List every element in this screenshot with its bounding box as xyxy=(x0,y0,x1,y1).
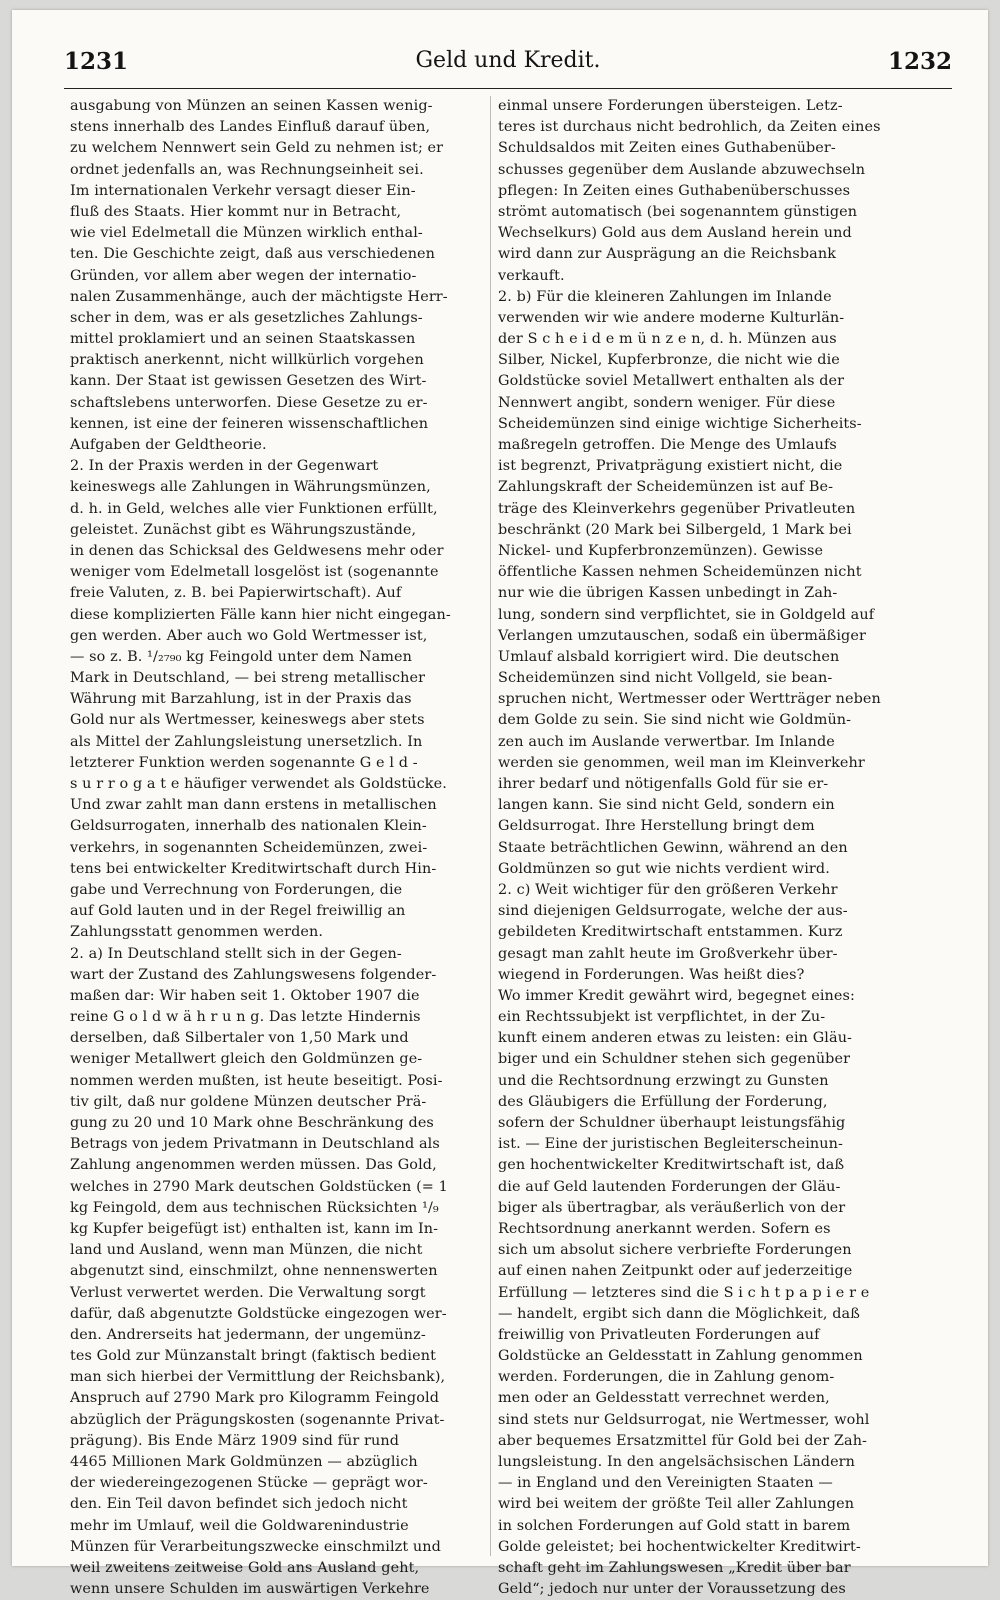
text-line: tiv gilt, daß nur goldene Münzen deutscher Prä- xyxy=(70,1093,427,1110)
text-line: tes Gold zur Münzanstalt bringt (faktisch bedient xyxy=(70,1348,436,1365)
text-line: öffentliche Kassen nehmen Scheidemünzen nicht xyxy=(498,564,862,581)
text-line: s u r r o g a t e häufiger verwendet als Goldstücke. xyxy=(70,776,447,792)
text-line: abgenutzt sind, einschmilzt, ohne nennenswerten xyxy=(70,1263,438,1280)
text-line: praktisch anerkennt, nicht willkürlich vorgehen xyxy=(70,352,424,369)
text-line: keineswegs alle Zahlungen in Währungsmünzen, xyxy=(70,479,431,496)
text-line: Gründen, vor allem aber wegen der internatio- xyxy=(70,267,417,284)
text-line: aber bequemes Ersatzmittel für Gold bei der Zah- xyxy=(498,1432,868,1449)
text-line: einmal unsere Forderungen übersteigen. Letz- xyxy=(498,98,843,114)
text-line: strömt automatisch (bei sogenanntem günstigen xyxy=(498,203,858,220)
text-line: Wechselkurs) Gold aus dem Ausland herein und xyxy=(498,225,852,242)
text-line: Golde geleistet; bei hochentwickelter Kreditwirt- xyxy=(498,1538,861,1555)
text-line: kann. Der Staat ist gewissen Gesetzen des Wirt- xyxy=(70,373,427,390)
text-line: Betrags von jedem Privatmann in Deutschland als xyxy=(70,1136,440,1153)
text-line: kennen, ist eine der feineren wissenschaftlichen xyxy=(70,415,429,432)
text-line: maßen dar: Wir haben seit 1. Oktober 1907 die xyxy=(70,987,420,1004)
text-line: kunft einem anderen etwas zu leisten: ein Gläu- xyxy=(498,1030,853,1047)
text-line: Schuldsaldos mit Zeiten eines Guthabenüber- xyxy=(498,140,836,157)
text-line: mittel proklamiert und an seinen Staatskassen xyxy=(70,331,416,348)
text-line: mehr im Umlauf, weil die Goldwarenindustrie xyxy=(70,1517,409,1534)
text-line: Zahlung angenommen werden müssen. Das Gold, xyxy=(70,1157,437,1174)
text-line: d. h. in Geld, welches alle vier Funktionen erfüllt, xyxy=(70,500,438,517)
text-line: weniger vom Edelmetall losgelöst ist (sogenannte xyxy=(70,564,439,581)
text-line: verkehrs, in sogenannten Scheidemünzen, zwei- xyxy=(70,839,428,856)
text-line: träge des Kleinverkehrs gegenüber Privatleuten xyxy=(498,500,856,517)
text-line: Nennwert angibt, sondern weniger. Für diese xyxy=(498,394,836,411)
text-line: nommen werden mußten, ist heute beseitigt. Posi- xyxy=(70,1072,443,1089)
text-line: prägung). Bis Ende März 1909 sind für rund xyxy=(70,1432,400,1449)
column-gutter xyxy=(490,96,491,1556)
text-line: dafür, daß abgenutzte Goldstücke eingezogen wer- xyxy=(70,1305,447,1322)
text-line: Goldmünzen so gut wie nichts verdient wird. xyxy=(498,860,830,877)
text-line: nalen Zusammenhänge, auch der mächtigste Herr- xyxy=(70,288,448,305)
text-line: 2. c) Weit wichtiger für den größeren Verkehr xyxy=(498,881,838,898)
text-line: wiegend in Forderungen. Was heißt dies? xyxy=(498,966,805,983)
text-line: welches in 2790 Mark deutschen Goldstücken (= 1 xyxy=(70,1178,448,1195)
text-line: scher in dem, was er als gesetzliches Zahlungs- xyxy=(70,309,423,326)
text-line: Rechtsordnung anerkannt werden. Sofern es xyxy=(498,1220,831,1237)
text-line: und die Rechtsordnung erzwingt zu Gunsten xyxy=(498,1072,829,1089)
text-line: Geldsurrogat. Ihre Herstellung bringt dem xyxy=(498,818,815,835)
text-line: derselben, daß Silbertaler von 1,50 Mark und xyxy=(70,1030,409,1047)
text-line: schaft geht im Zahlungswesen „Kredit über bar xyxy=(498,1559,851,1576)
text-line: freiwillig von Privatleuten Forderungen auf xyxy=(498,1326,820,1343)
text-line: Münzen für Verarbeitungszwecke einschmilzt und xyxy=(70,1538,441,1555)
text-line: weil zweitens zeitweise Gold ans Ausland geht, xyxy=(70,1559,420,1576)
text-line: Verlangen umzutauschen, sodaß ein übermäßiger xyxy=(498,627,866,644)
text-line: stens innerhalb des Landes Einfluß darauf üben, xyxy=(70,119,431,136)
text-line: letzterer Funktion werden sogenannte G e l d - xyxy=(70,754,418,771)
text-line: Umlauf alsbald korrigiert wird. Die deutschen xyxy=(498,648,840,665)
text-line: nur wie die übrigen Kassen unbedingt in Zah- xyxy=(498,585,838,602)
text-line: schusses gegenüber dem Auslande abzuwechseln xyxy=(498,161,866,178)
text-line: kg Kupfer beigefügt ist) enthalten ist, kann im In- xyxy=(70,1220,439,1237)
text-line: auf einen nahen Zeitpunkt oder auf jederzeitige xyxy=(498,1263,853,1280)
text-line: teres ist durchaus nicht bedrohlich, da Zeiten eines xyxy=(498,119,881,136)
book-page xyxy=(12,10,988,1598)
text-line: Im internationalen Verkehr versagt dieser Ein- xyxy=(70,182,416,199)
text-line: fluß des Staats. Hier kommt nur in Betracht, xyxy=(70,203,402,220)
text-line: 4465 Millionen Mark Goldmünzen — abzüglich xyxy=(70,1454,418,1470)
text-line: als Mittel der Zahlungsleistung unersetzlich. In xyxy=(70,733,423,750)
text-line: sofern der Schuldner überhaupt leistungsfähig xyxy=(498,1115,846,1131)
text-line: der S c h e i d e m ü n z e n, d. h. Münzen aus xyxy=(498,331,837,348)
text-line: Scheidemünzen sind einige wichtige Sicherheits- xyxy=(498,415,862,432)
text-line: in solchen Forderungen auf Gold statt in barem xyxy=(498,1517,851,1534)
text-line: reine G o l d w ä h r u n g. Das letzte Hindernis xyxy=(70,1009,421,1026)
text-line: gesagt man zahlt heute im Großverkehr über- xyxy=(498,945,838,962)
text-line: wird bei weitem der größte Teil aller Zahlungen xyxy=(498,1496,855,1513)
text-line: weniger Metallwert gleich den Goldmünzen ge- xyxy=(70,1051,423,1068)
text-line: wenn unsere Schulden im auswärtigen Verkehre xyxy=(70,1581,430,1598)
text-line: pflegen: In Zeiten eines Guthabenüberschusses xyxy=(498,182,851,199)
text-line: maßregeln getroffen. Die Menge des Umlaufs xyxy=(498,437,837,453)
text-line: Geldsurrogaten, innerhalb des nationalen Klein- xyxy=(70,818,427,835)
text-line: zen auch im Auslande verwertbar. Im Inlande xyxy=(498,733,835,750)
text-line: Währung mit Barzahlung, ist in der Praxis das xyxy=(70,691,412,708)
text-line: diese komplizierten Fälle kann hier nicht eingegan- xyxy=(70,606,451,623)
text-line: ein Rechtssubjekt ist verpflichtet, in der Zu- xyxy=(498,1009,826,1026)
text-line: Wo immer Kredit gewährt wird, begegnet eines: xyxy=(498,987,855,1004)
text-line: zu welchem Nennwert sein Geld zu nehmen ist; er xyxy=(70,140,444,157)
text-line: land und Ausland, wenn man Münzen, die nicht xyxy=(70,1242,423,1259)
text-line: langen kann. Sie sind nicht Geld, sondern ein xyxy=(498,797,835,814)
text-line: Geld“; jedoch nur unter der Voraussetzung des xyxy=(498,1581,846,1598)
text-line: ordnet jedenfalls an, was Rechnungseinheit sei. xyxy=(70,161,424,178)
text-line: den. Ein Teil davon befindet sich jedoch nicht xyxy=(70,1496,408,1513)
text-line: gen werden. Aber auch wo Gold Wertmesser ist, xyxy=(70,627,428,644)
text-line: dem Golde zu sein. Sie sind nicht wie Goldmün- xyxy=(498,712,852,729)
page-number-right: 1232 xyxy=(887,48,952,75)
text-line: man sich hierbei der Vermittlung der Reichsbank), xyxy=(70,1369,446,1386)
text-line: den. Andrerseits hat jedermann, der ungemünz- xyxy=(70,1326,426,1343)
text-line: Zahlungskraft der Scheidemünzen ist auf Be- xyxy=(498,479,834,496)
text-line: werden sie genommen, weil man im Kleinverkehr xyxy=(498,754,865,771)
text-line: Anspruch auf 2790 Mark pro Kilogramm Feingold xyxy=(70,1390,440,1407)
text-line: Staate beträchtlichen Gewinn, während an den xyxy=(498,839,848,856)
running-title: Geld und Kredit. xyxy=(415,48,601,73)
text-line: wird dann zur Ausprägung an die Reichsbank xyxy=(498,246,837,263)
text-line: Zahlungsstatt genommen werden. xyxy=(70,924,324,941)
text-line: in denen das Schicksal des Geldwesens mehr oder xyxy=(70,542,444,559)
text-line: Verlust verwertet werden. Die Verwaltung sorgt xyxy=(70,1284,426,1301)
page-header xyxy=(64,48,952,88)
text-line: ihrer bedarf und nötigenfalls Gold für sie er- xyxy=(498,776,829,792)
text-line: Nickel- und Kupferbronzemünzen). Gewisse xyxy=(498,542,824,559)
text-line: biger und ein Schuldner stehen sich gegenüber xyxy=(498,1051,851,1068)
text-line: gen hochentwickelter Kreditwirtschaft ist, daß xyxy=(498,1157,845,1174)
text-line: wie viel Edelmetall die Münzen wirklich enthal- xyxy=(70,225,423,242)
text-line: freie Valuten, z. B. bei Papierwirtschaft). Auf xyxy=(70,585,402,602)
text-line: verwenden wir wie andere moderne Kulturlän- xyxy=(498,309,845,326)
text-line: ist. — Eine der juristischen Begleiterscheinun- xyxy=(498,1136,843,1153)
left-column xyxy=(70,96,480,1600)
text-line: lung, sondern sind verpflichtet, sie in Goldgeld auf xyxy=(498,606,875,623)
text-line: ist begrenzt, Privatprägung existiert nicht, die xyxy=(498,458,843,475)
text-line: men oder an Geldesstatt verrechnet werden, xyxy=(498,1390,830,1407)
text-line: — so z. B. ¹/₂₇₉₀ kg Feingold unter dem Namen xyxy=(70,648,413,665)
text-line: geleistet. Zunächst gibt es Währungszustände, xyxy=(70,521,417,538)
text-line: biger als übertragbar, als veräußerlich von der xyxy=(498,1199,846,1216)
text-line: lungsleistung. In den angelsächsischen Ländern xyxy=(498,1454,856,1470)
text-line: ausgabung von Münzen an seinen Kassen wenig- xyxy=(70,98,433,114)
text-line: auf Gold lauten und in der Regel freiwillig an xyxy=(70,903,406,920)
text-line: 2. In der Praxis werden in der Gegenwart xyxy=(70,458,379,475)
text-line: des Gläubigers die Erfüllung der Forderung, xyxy=(498,1093,828,1110)
text-line: 2. b) Für die kleineren Zahlungen im Inlande xyxy=(498,288,832,305)
text-line: — handelt, ergibt sich dann die Möglichkeit, daß xyxy=(498,1305,860,1322)
text-line: Und zwar zahlt man dann erstens in metallischen xyxy=(70,797,437,814)
text-line: der wiedereingezogenen Stücke — geprägt wor- xyxy=(70,1475,428,1492)
text-line: verkauft. xyxy=(498,267,565,284)
page-number-left: 1231 xyxy=(64,48,129,75)
text-line: gung zu 20 und 10 Mark ohne Beschränkung des xyxy=(70,1115,434,1131)
text-line: sind stets nur Geldsurrogat, nie Wertmesser, wohl xyxy=(498,1411,870,1428)
text-line: Erfüllung — letzteres sind die S i c h t p a p i e r e xyxy=(498,1284,870,1301)
text-line: sind diejenigen Geldsurrogate, welche der aus- xyxy=(498,903,848,920)
text-line: die auf Geld lautenden Forderungen der Gläu- xyxy=(498,1178,841,1195)
text-line: — in England und den Vereinigten Staaten — xyxy=(498,1475,833,1492)
text-line: Silber, Nickel, Kupferbronze, die nicht wie die xyxy=(498,352,840,369)
text-line: schaftslebens unterworfen. Diese Gesetze zu er- xyxy=(70,394,428,411)
text-line: sich um absolut sichere verbriefte Forderungen xyxy=(498,1242,852,1259)
text-line: gabe und Verrechnung von Forderungen, die xyxy=(70,881,403,898)
text-line: Aufgaben der Geldtheorie. xyxy=(70,437,267,453)
right-column xyxy=(498,96,908,1600)
header-rule xyxy=(64,88,952,89)
text-line: wart der Zustand des Zahlungswesens folgender- xyxy=(70,966,437,983)
text-line: tens bei entwickelter Kreditwirtschaft durch Hin- xyxy=(70,860,437,877)
text-line: werden. Forderungen, die in Zahlung genom- xyxy=(498,1369,835,1386)
text-line: beschränkt (20 Mark bei Silbergeld, 1 Mark bei xyxy=(498,521,852,538)
text-line: Goldstücke soviel Metallwert enthalten als der xyxy=(498,373,845,390)
text-line: abzüglich der Prägungskosten (sogenannte Privat- xyxy=(70,1411,445,1428)
text-line: Goldstücke an Geldesstatt in Zahlung genommen xyxy=(498,1348,863,1365)
text-line: kg Feingold, dem aus technischen Rücksichten ¹/₉ xyxy=(70,1199,439,1216)
text-line: ten. Die Geschichte zeigt, daß aus verschiedenen xyxy=(70,246,436,263)
text-line: 2. a) In Deutschland stellt sich in der Gegen- xyxy=(70,945,402,962)
text-line: Gold nur als Wertmesser, keineswegs aber stets xyxy=(70,712,425,729)
text-line: gebildeten Kreditwirtschaft entstammen. Kurz xyxy=(498,924,843,941)
text-line: Mark in Deutschland, — bei streng metallischer xyxy=(70,670,426,687)
text-line: spruchen nicht, Wertmesser oder Wertträger neben xyxy=(498,691,881,708)
text-line: Scheidemünzen sind nicht Vollgeld, sie bean- xyxy=(498,670,833,687)
